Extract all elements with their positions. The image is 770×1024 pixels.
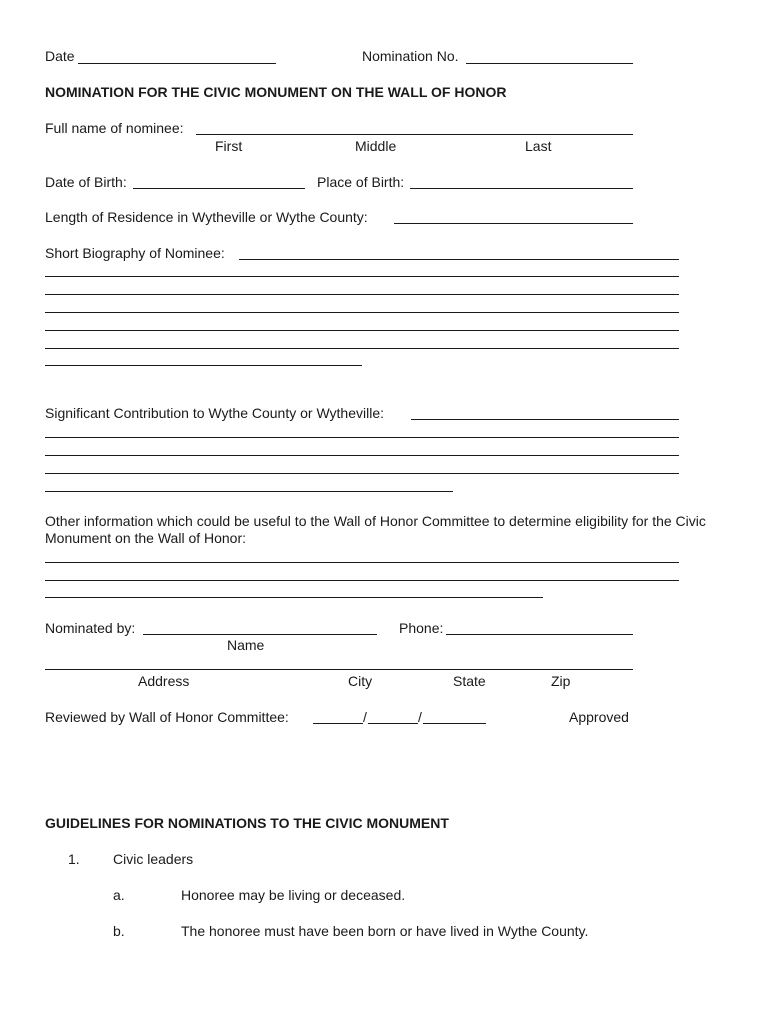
- date-of-birth-label: Date of Birth:: [45, 174, 127, 190]
- middle-name-caption: Middle: [355, 138, 397, 154]
- contribution-field-line[interactable]: [45, 455, 679, 456]
- nomination-no-field[interactable]: [466, 63, 633, 64]
- last-name-caption: Last: [525, 138, 552, 154]
- contribution-field-line[interactable]: [45, 437, 679, 438]
- place-of-birth-field[interactable]: [410, 188, 633, 189]
- contribution-label: Significant Contribution to Wythe County or Wytheville:: [45, 405, 385, 421]
- zip-caption: Zip: [551, 673, 571, 689]
- biography-field-line[interactable]: [45, 312, 679, 313]
- guideline-subitem-text: The honoree must have been born or have lived in Wythe County.: [181, 923, 589, 939]
- reviewed-label: Reviewed by Wall of Honor Committee:: [45, 709, 289, 725]
- nomination-no-label: Nomination No.: [362, 48, 459, 64]
- first-name-caption: First: [215, 138, 243, 154]
- name-caption: Name: [227, 637, 265, 653]
- residence-field[interactable]: [394, 223, 633, 224]
- contribution-field-line[interactable]: [45, 473, 679, 474]
- other-info-field-line[interactable]: [45, 562, 679, 563]
- place-of-birth-label: Place of Birth:: [317, 174, 405, 190]
- review-month-field[interactable]: [313, 723, 363, 724]
- form-title: NOMINATION FOR THE CIVIC MONUMENT ON THE WALL OF HONOR: [45, 84, 507, 100]
- biography-label: Short Biography of Nominee:: [45, 245, 225, 261]
- city-caption: City: [348, 673, 373, 689]
- other-info-field-line[interactable]: [45, 580, 679, 581]
- residence-label: Length of Residence in Wytheville or Wythe County:: [45, 209, 368, 225]
- nominator-name-field[interactable]: [143, 634, 377, 635]
- other-info-label: Other information which could be useful to the Wall of Honor Committee to determine eligibility for the Civic Monument on the Wall of Honor:: [45, 513, 706, 546]
- contribution-field-line[interactable]: [411, 419, 679, 420]
- nominated-by-label: Nominated by:: [45, 620, 136, 636]
- date-label: Date: [45, 48, 75, 64]
- approved-label: Approved: [569, 709, 629, 725]
- contribution-field-line[interactable]: [45, 491, 453, 492]
- review-year-field[interactable]: [423, 723, 486, 724]
- biography-field-line[interactable]: [45, 348, 679, 349]
- guidelines-title: GUIDELINES FOR NOMINATIONS TO THE CIVIC MONUMENT: [45, 815, 449, 831]
- date-of-birth-field[interactable]: [133, 188, 305, 189]
- guideline-subitem-text: Honoree may be living or deceased.: [181, 887, 406, 903]
- guideline-text: Civic leaders: [113, 851, 194, 867]
- biography-field-line[interactable]: [45, 365, 362, 366]
- address-field[interactable]: [45, 669, 633, 670]
- phone-field[interactable]: [446, 634, 633, 635]
- state-caption: State: [453, 673, 486, 689]
- biography-field-line[interactable]: [45, 276, 679, 277]
- phone-label: Phone:: [399, 620, 444, 636]
- other-info-field-line[interactable]: [45, 597, 543, 598]
- full-name-field[interactable]: [196, 134, 633, 135]
- guideline-letter: b.: [113, 923, 125, 939]
- guideline-number: 1.: [68, 851, 80, 867]
- full-name-label: Full name of nominee:: [45, 120, 184, 136]
- review-separator: /: [363, 709, 367, 725]
- review-separator: /: [418, 709, 422, 725]
- guideline-letter: a.: [113, 887, 125, 903]
- biography-field-line[interactable]: [45, 294, 679, 295]
- biography-field-line[interactable]: [45, 330, 679, 331]
- review-day-field[interactable]: [368, 723, 418, 724]
- date-field[interactable]: [78, 63, 276, 64]
- biography-field-line[interactable]: [239, 259, 679, 260]
- address-caption: Address: [138, 673, 190, 689]
